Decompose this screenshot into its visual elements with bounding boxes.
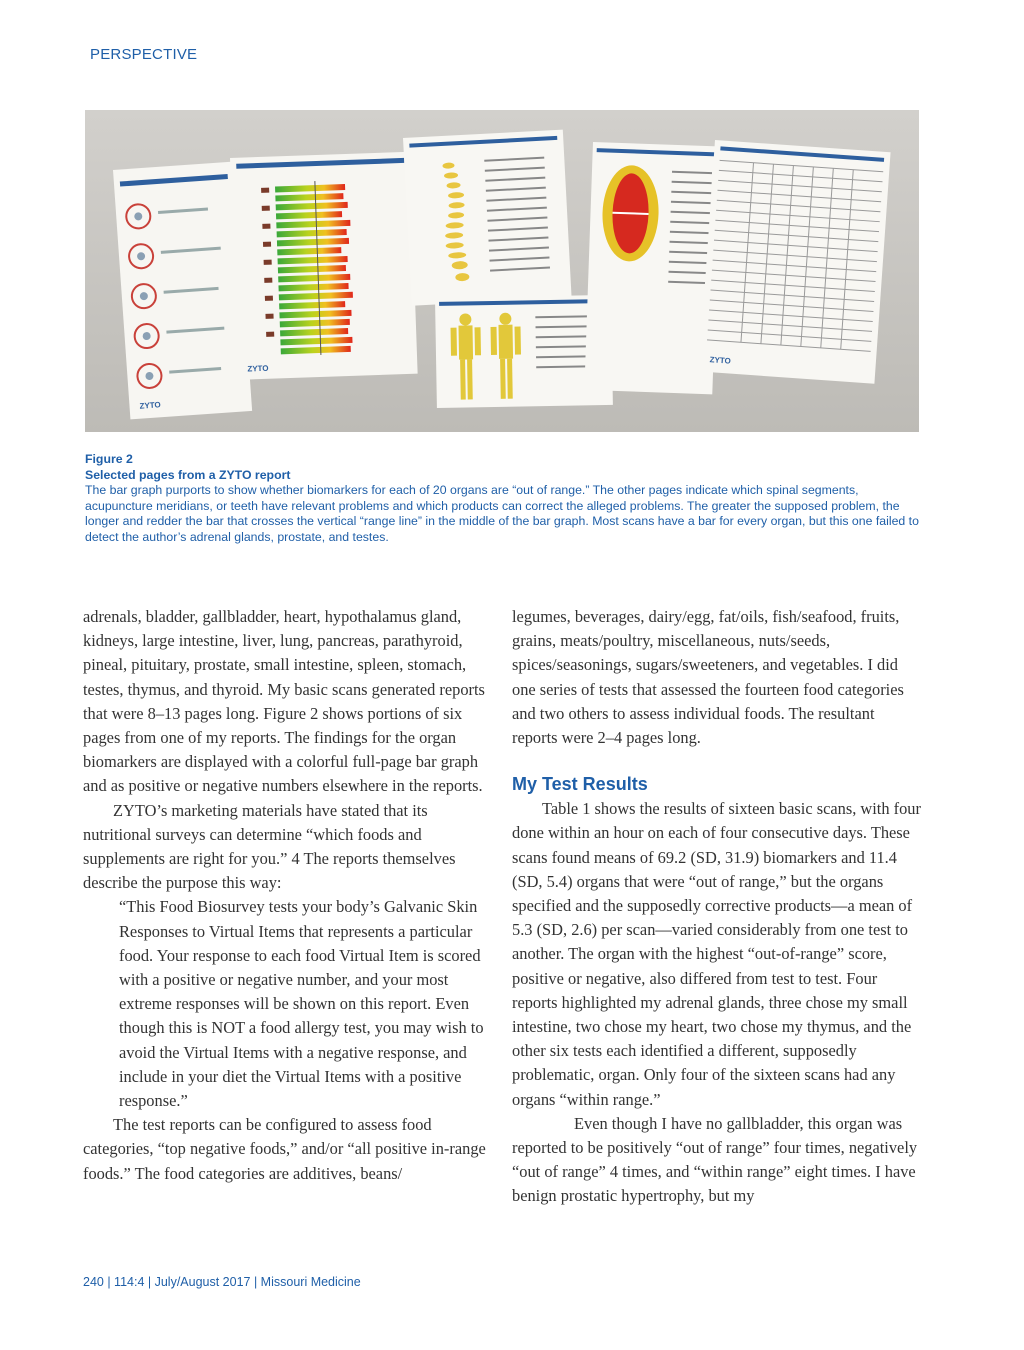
body-paragraph: legumes, beverages, dairy/egg, fat/oils, fish/seafood, fruits, grains, meats/poultry, miscellaneous, nuts/seeds, spices/seasonings, sugars/sweeteners, and vegetables. I did one series of tests that assessed the fourteen food categories and two others to assess individual foods. The resultant reports were 2–4 pages long.	[512, 607, 904, 748]
zyto-logo-1: ZYTO	[139, 400, 161, 411]
report-page-circles	[113, 161, 252, 419]
figure-caption	[85, 452, 919, 545]
zyto-logo-3: ZYTO	[709, 355, 732, 366]
section-heading: My Test Results	[512, 774, 648, 795]
report-page-table	[699, 140, 891, 384]
report-page-bar-graph	[230, 152, 418, 380]
figure-title: Selected pages from a ZYTO report	[85, 467, 291, 482]
block-quote: “This Food Biosurvey tests your body’s Galvanic Skin Responses to Virtual Items that represents a particular food. Your response to each food Virtual Item is scored with a positive or negative number, and your most extreme responses will be shown on this report. Even though this is NOT a food allergy test, you may wish to avoid the Virtual Items with a negative response, and include in your diet the Virtual Items with a positive response.”	[119, 897, 484, 1111]
body-paragraph: adrenals, bladder, gallbladder, heart, hypothalamus gland, kidneys, large intestine, liver, lung, pancreas, parathyroid, pineal, pituitary, prostate, small intestine, spleen, stomach, testes, thymus, and thyroid. My basic scans generated reports that were 8–13 pages long. Figure 2 shows portions of six pages from one of my reports. The findings for the organ biomarkers are displayed with a colorful full-page bar graph and as positive or negative numbers elsewhere in the reports.	[83, 607, 485, 796]
report-page-spine	[403, 130, 572, 306]
body-paragraph: The test reports can be configured to assess food categories, “top negative foods,” and/or “all positive in-range foods.” The food categories are additives, beans/	[83, 1115, 486, 1183]
left-column	[83, 605, 495, 1186]
figure-photo	[85, 110, 919, 432]
figure-number: Figure 2	[85, 452, 133, 466]
right-column	[512, 605, 924, 1209]
page-footer: 240 | 114:4 | July/August 2017 | Missouri Medicine	[83, 1275, 361, 1289]
section-label: PERSPECTIVE	[90, 46, 198, 63]
zyto-report-pages-image	[85, 110, 919, 432]
body-paragraph: ZYTO’s marketing materials have stated that its nutritional surveys can determine “which foods and supplements are right for you.” 4 The reports themselves describe the purpose this way:	[83, 800, 456, 893]
body-paragraph: Even though I have no gallbladder, this organ was reported to be positively “out of range” four times, negatively “out of range” 4 times, and “within range” eight times. I have benign prostatic hypertrophy, but my	[512, 1113, 918, 1206]
zyto-logo-2: ZYTO	[247, 363, 269, 374]
body-paragraph: Table 1 shows the results of sixteen basic scans, with four done within an hour on each of four consecutive days. These scans found means of 69.2 (SD, 31.9) biomarkers and 11.4 (SD, 5.4) organs that were “out of range,” but the organs specified and the supposedly corrective products—a mean of 5.3 (SD, 2.6) per scan—varied considerably from one test to another. The organ with the highest “out-of-range” score, positive or negative, also differed from test to test. Four reports highlighted my adrenal glands, three chose my small intestine, two chose my heart, two chose my thymus, and the other six tests each identified a different, supposedly problematic, organ. Only four of the sixteen scans had any organs “within range.”	[512, 799, 921, 1109]
figure-caption-text: The bar graph purports to show whether biomarkers for each of 20 organs are “out of range.” The other pages indicate which spinal segments, acupuncture meridians, or teeth have relevant problems and which products can correct the alleged problems. The greater the supposed problem, the longer and redder the bar that crosses the vertical “range line” in the middle of the bar graph. Most scans have a bar for every organ, but this one failed to detect the author’s adrenal glands, prostate, and testes.	[85, 483, 919, 544]
